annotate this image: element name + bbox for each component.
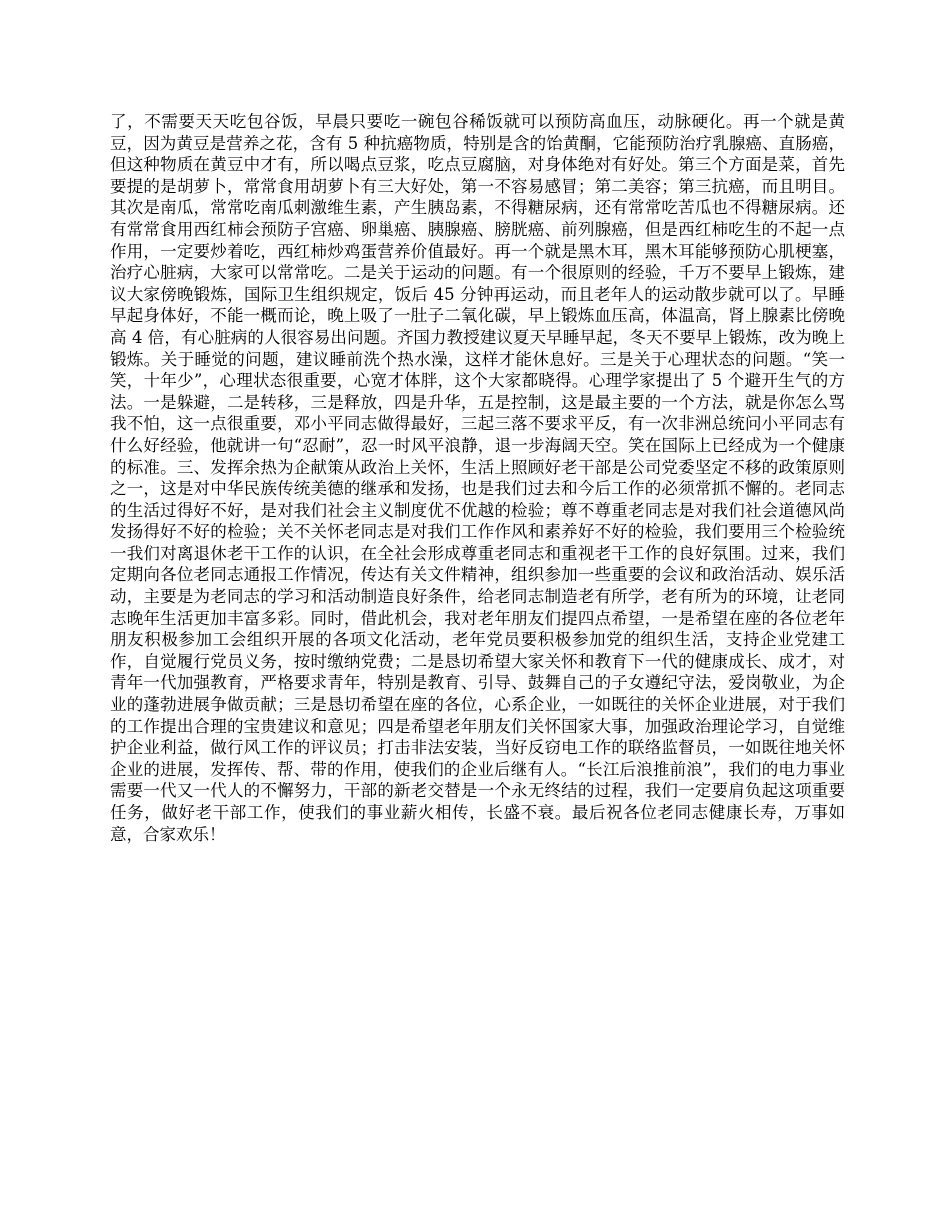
body-paragraph: 了，不需要天天吃包谷饭，早晨只要吃一碗包谷稀饭就可以预防高血压，动脉硬化。再一个就是黄豆，因为黄豆是营养之花，含有 5 种抗癌物质，特别是含的饴黄酮，它能预防治疗乳腺癌、直肠癌，但这种物质在黄豆中才有，所以喝点豆浆，吃点豆腐脑，对身体绝对有好处。第三个方面是菜，首先要提的是胡萝卜，常常食用胡萝卜有三大好处，第一不容易感冒；第二美容；第三抗癌，而且明目。其次是南瓜，常常吃南瓜刺激维生素，产生胰岛素，不得糖尿病，还有常常吃苦瓜也不得糖尿病。还有常常食用西红柿会预防子宫癌、卵巢癌、胰腺癌、膀胱癌、前列腺癌，但是西红柿吃生的不起一点作用，一定要炒着吃，西红柿炒鸡蛋营养价值最好。再一个就是黑木耳，黑木耳能够预防心肌梗塞，治疗心脏病，大家可以常常吃。二是关于运动的问题。有一个很原则的经验，千万不要早上锻炼，建议大家傍晚锻炼，国际卫生组织规定，饭后 45 分钟再运动，而且老年人的运动散步就可以了。早睡早起身体好，不能一概而论，晚上吸了一肚子二氧化碳，早上锻炼血压高，体温高，肾上腺素比傍晚高 4 倍，有心脏病的人很容易出问题。齐国力教授建议夏天早睡早起，冬天不要早上锻炼，改为晚上锻炼。关于睡觉的问题，建议睡前洗个热水澡，这样才能休息好。三是关于心理状态的问题。“笑一笑，十年少”，心理状态很重要，心宽才体胖，这个大家都晓得。心理学家提出了 5 个避开生气的方法。一是躲避，二是转移，三是释放，四是升华，五是控制，这是最主要的一个方法，就是你怎么骂我不怕，这一点很重要，邓小平同志做得最好，三起三落不要求平反，有一次非洲总统问小平同志有什么好经验，他就讲一句“忍耐”，忍一时风平浪静，退一步海阔天空。笑在国际上已经成为一个健康的标准。三、发挥余热为企献策从政治上关怀，生活上照顾好老干部是公司党委坚定不移的政策原则之一，这是对中华民族传统美德的继承和发扬，也是我们过去和今后工作的必须常抓不懈的。老同志的生活过得好不好，是对我们社会主义制度优不优越的检验；尊不尊重老同志是对我们社会道德风尚发扬得好不好的检验；关不关怀老同志是对我们工作作风和素养好不好的检验，我们要用三个检验统一我们对离退休老干工作的认识，在全社会形成尊重老同志和重视老干工作的良好氛围。过来，我们定期向各位老同志通报工作情况，传达有关文件精神，组织参加一些重要的会议和政治活动、娱乐活动，主要是为老同志的学习和活动制造良好条件，给老同志制造老有所学，老有所为的环境，让老同志晚年生活更加丰富多彩。同时，借此机会，我对老年朋友们提四点希望，一是希望在座的各位老年朋友积极参加工会组织开展的各项文化活动，老年党员要积极参加党的组织生活，支持企业党建工作，自觉履行党员义务，按时缴纳党费；二是恳切希望大家关怀和教育下一代的健康成长、成才，对青年一代加强教育，严格要求青年，特别是教育、引导、鼓舞自己的子女遵纪守法，爱岗敬业，为企业的蓬勃进展争做贡献；三是恳切希望在座的各位，心系企业，一如既往的关怀企业进展，对于我们的工作提出合理的宝贵建议和意见；四是希望老年朋友们关怀国家大事，加强政治理论学习，自觉维护企业利益，做行风工作的评议员；打击非法安装，当好反窃电工作的联络监督员，一如既往地关怀企业的进展，发挥传、帮、带的作用，使我们的企业后继有人。“长江后浪推前浪”，我们的电力事业需要一代又一代人的不懈努力，干部的新老交替是一个永无终结的过程，我们一定要肩负起这项重要任务，做好老干部工作，使我们的事业薪火相传，长盛不衰。最后祝各位老同志健康长寿，万事如意，合家欢乐！	[110, 112, 845, 844]
